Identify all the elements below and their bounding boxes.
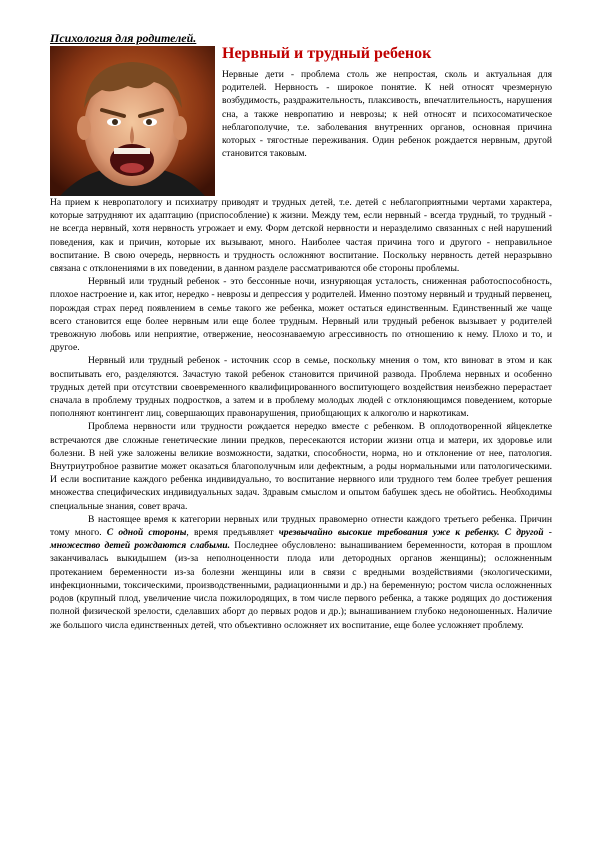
screaming-child-photo-icon [50, 46, 215, 196]
article-body [50, 196, 552, 632]
paragraph-3: Нервный или трудный ребенок - источник ссор в семье, поскольку мнения о том, кто виноват в этом и как воспитывать его, разделяются. Зачастую такой ребенок становится причиной развода. Проблема нервных и особенно трудных детей при отсутствии своевременного квалифицированного воспитующего воздействия неизбежно перерастает сначала в проблему трудных подростков, а затем и в проблему молодых людей с отклоняющимся поведением, которые пополняют контингент лиц, совершающих правонарушения, приобщающих к алкоголю и наркотикам. [50, 355, 552, 420]
paragraph-5-emphasis-1: С одной стороны [106, 527, 187, 539]
paragraph-5 [50, 513, 552, 632]
section-title: Психология для родителей. [50, 31, 197, 45]
paragraph-4: Проблема нервности или трудности рождается нередко вместе с ребенком. В оплодотворенной яйцеклетке встречаются две сложные генетические линии предков, пересекаются истории жизни отца и матери, их здоровье или болезни. В ней уже заложены великие возможности, задатки, способности, норма, но и отклонение от нее, патология. Внутриутробное развитие может оказаться благополучным или дефектным, а роды нормальными или патологическими. И если воспитание каждого ребенка индивидуально, то воспитание нервного или трудного тем более требует решения множества специфических индивидуальных задач. Здравым смыслом и опытом бабушек здесь не обойтись. Необходимы специальные знания, совет врача. [50, 421, 552, 512]
paragraph-5-part-2: , время предъявляет [186, 527, 279, 539]
child-photo [50, 46, 215, 196]
paragraph-5-emphasis-2: чрезвычайно высокие требования уже к ребенку. С другой - множество детей рождаются слабыми. [50, 527, 552, 552]
paragraph-5-part-1: В настоящее время к категории нервных или трудных правомерно отнести каждого третьего ребенка. Причин тому много. [50, 513, 552, 539]
paragraph-1: На прием к невропатологу и психиатру приводят и трудных детей, т.е. детей с неблагоприятными чертами характера, которые затрудняют их адаптацию (приспособление) к жизни. Между тем, если нервный - всегда трудный, то трудный - не всегда нервный, хотя нервность угрожает и ему. Форм детской нервности и неразделимо связанных с ней нарушений поведения, как и причин, которые их вызывают, много. Наиболее частая причина того и другого - неправильное воспитание. В свою очередь, нервность и трудность осложняют воспитание. Поскольку нервность детей неразрывно связана с отклонениями в их поведении, в данном разделе рассматриваются обе стороны проблемы. [50, 197, 552, 275]
paragraph-5-part-3: Последнее обусловлено: вынашиванием беременности, которая в прошлом заканчивалась выкидышем (из-за неполноценности плода или детородных органов женщины); осложненным протеканием беременности из-за болезни женщины или в связи с вредными воздействиями (экологическими, инфекционными, токсическими, производственными, радиационными и др.) на беременную; ростом числа осложненных родов (крупный плод, увеличение числа пожилородящих, в том числе первого ребенка, а также родящих до достижения полной физической зрелости, сделавших аборт до первых родов и др.); вынашиванием глубоко недоношенных. Наличие же большого числа единственных детей, что объективно осложняет их воспитание, еще более усложняет проблему. [50, 540, 552, 631]
paragraph-2: Нервный или трудный ребенок - это бессонные ночи, изнуряющая усталость, сниженная работоспособность, плохое настроение и, как итог, нередко - неврозы и депрессия у родителей. Именно поэтому нервный и трудный первенец, порождая страх перед появлением в семье такого же ребенка, может остаться единственным. Единственный же чаще всего становится еще более нервным или еще более трудным. Нервный или трудный ребенок вызывает у родителей тревожную любовь или неприятие, отвержение, неосознаваемую агрессивность по отношению к нему. Плохо и то, и другое. [50, 276, 552, 354]
article-title: Нервный и трудный ребенок [222, 45, 432, 62]
intro-paragraph: Нервные дети - проблема столь же непростая, сколь и актуальная для родителей. Нервность - широкое понятие. К ней относят чрезмерную возбудимость, раздражительность, плаксивость, впечатлительность, нарушения сна, а также невропатию и неврозы; к ней относят и психосоматическое неблагополучие, т.е. заболевания внутренних органов, основная причина которых - тягостные переживания. Один ребенок рождается нервным, другой становится таковым. [222, 69, 552, 160]
